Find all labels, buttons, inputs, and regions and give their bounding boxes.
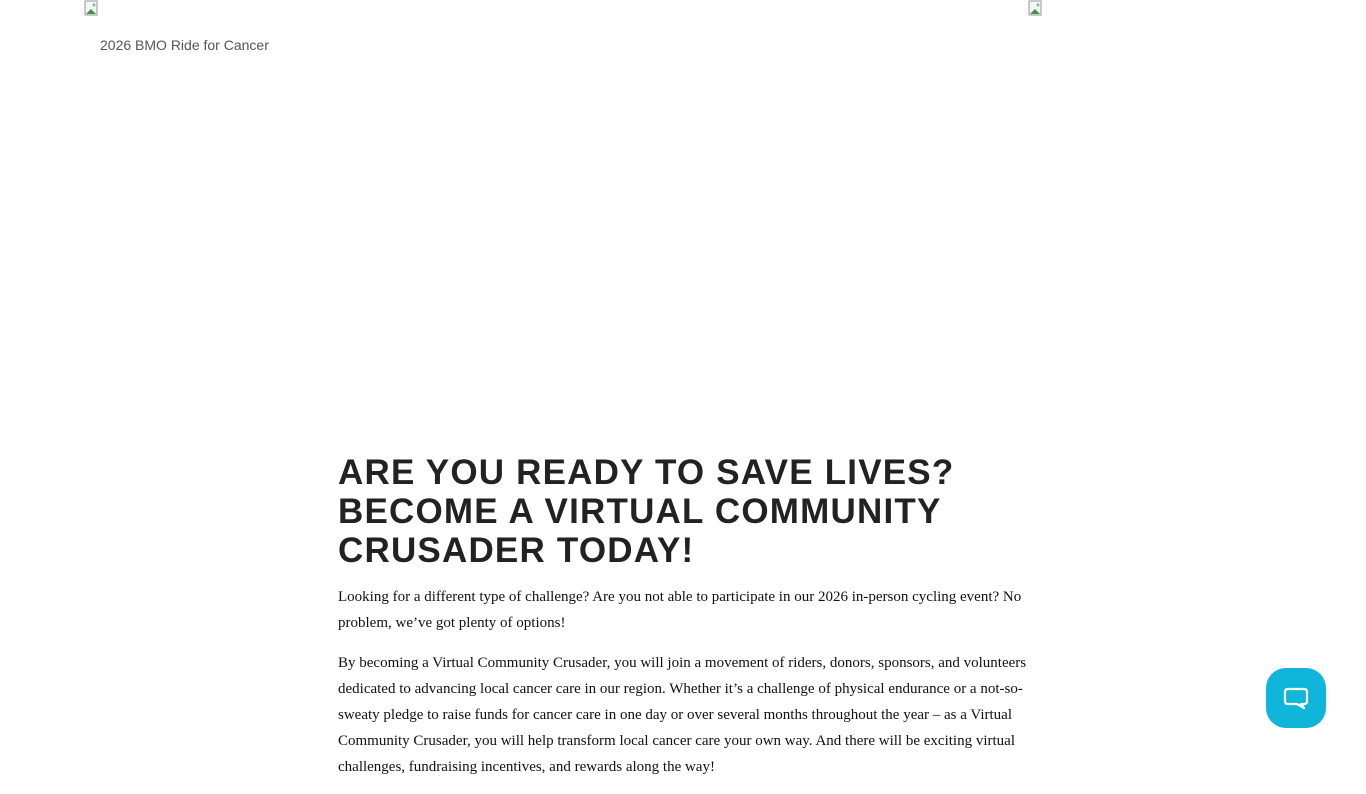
chat-bubble-icon	[1282, 684, 1310, 712]
intro-paragraph: Looking for a different type of challenge? Are you not able to participate in our 2026 in-person cycling event? No problem, we’ve got plenty of options!	[338, 589, 1022, 631]
body-paragraph: By becoming a Virtual Community Crusader, you will join a movement of riders, donors, sponsors, and volunteers dedicated to advancing local cancer care in our region. Whether it’s a challenge of physical endurance or a not-so-sweaty pledge to raise funds for cancer care in one day or over several months throughout the year – as a Virtual Community Crusader, you will help transform local cancer care your own way. And there will be exciting virtual challenges, fundraising incentives, and rewards along the way!	[338, 655, 1027, 775]
page-heading: ARE YOU READY TO SAVE LIVES? BECOME A VIRTUAL COMMUNITY CRUSADER TODAY!	[338, 453, 955, 570]
broken-image-icon	[1028, 0, 1044, 16]
site-title[interactable]: 2026 BMO Ride for Cancer	[100, 37, 269, 53]
chat-button[interactable]	[1266, 668, 1326, 728]
broken-image-icon	[84, 0, 100, 16]
logo-image-left[interactable]	[84, 0, 100, 16]
logo-image-right[interactable]	[1028, 0, 1044, 16]
main-content	[338, 453, 1038, 794]
